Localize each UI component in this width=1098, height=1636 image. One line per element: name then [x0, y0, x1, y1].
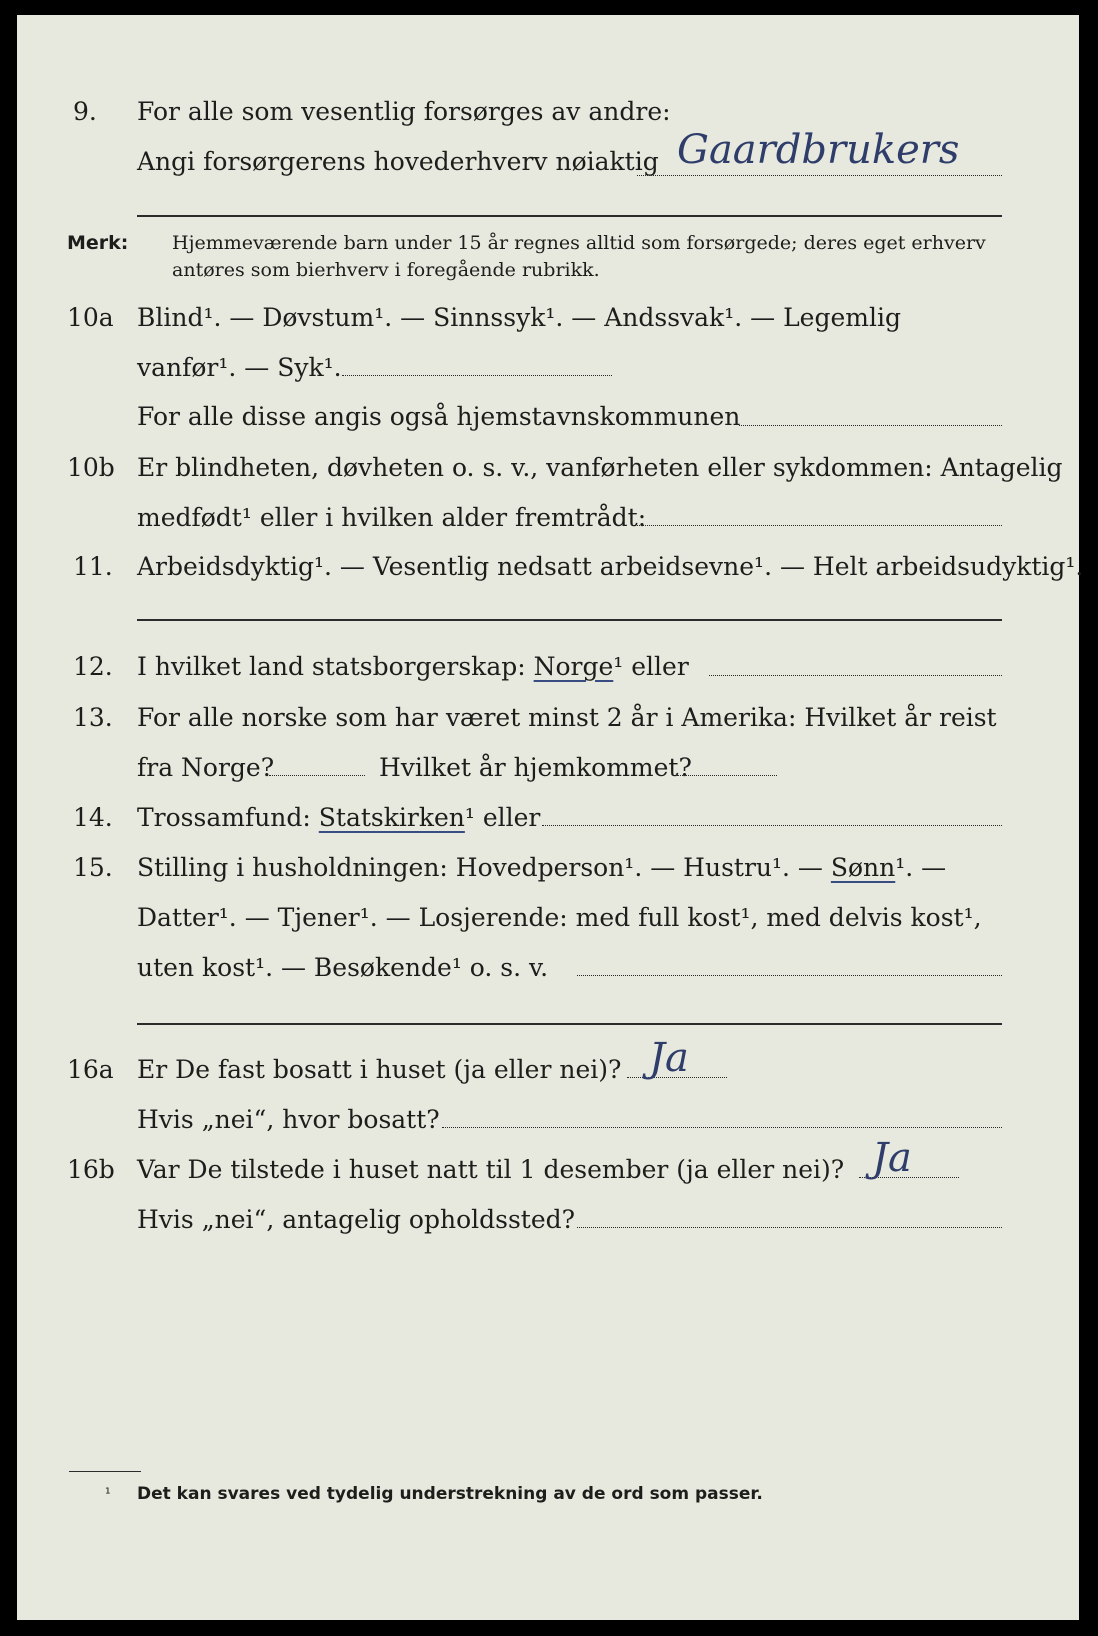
divider: [137, 215, 1002, 217]
q15-answer-line: [577, 975, 1002, 976]
q10b-question-2: medfødt¹ eller i hvilken alder fremtrådt:: [137, 503, 647, 532]
q12-post: ¹ eller: [613, 652, 689, 681]
q10b-question: Er blindheten, døvheten o. s. v., vanførheten eller sykdommen: Antagelig: [137, 453, 1063, 482]
q14-number: 14.: [73, 803, 113, 832]
q9-question-2: Angi forsørgerens hovederhverv nøiaktig: [137, 147, 659, 176]
q15-question-3: uten kost¹. — Besøkende¹ o. s. v.: [137, 953, 549, 982]
q16a-question: Er De fast bosatt i huset (ja eller nei)?: [137, 1055, 622, 1084]
q16a-bosatt-line: [442, 1127, 1002, 1128]
q16b-opholdssted-line: [577, 1227, 1002, 1228]
q16a-question-2: Hvis „nei“, hvor bosatt?: [137, 1105, 440, 1134]
q15-question-2: Datter¹. — Tjener¹. — Losjerende: med full kost¹, med delvis kost¹,: [137, 903, 982, 932]
q16a-number: 16a: [67, 1055, 114, 1084]
merk-label: Merk:: [67, 232, 129, 254]
q16b-question-2: Hvis „nei“, antagelig opholdssted?: [137, 1205, 576, 1234]
footnote-mark: ¹: [105, 1486, 111, 1502]
q13-hjemkommet-line: [677, 775, 777, 776]
q11-question: Arbeidsdyktig¹. — Vesentlig nedsatt arbeidsevne¹. — Helt arbeidsudyktig¹.: [137, 552, 1084, 581]
q14-answer-line: [542, 825, 1002, 826]
q12-norge-underlined: Norge: [533, 652, 614, 681]
divider: [137, 1023, 1002, 1025]
q10b-number: 10b: [67, 453, 115, 482]
footnote-rule: [69, 1471, 141, 1472]
q16b-question: Var De tilstede i huset natt til 1 desember (ja eller nei)?: [137, 1155, 845, 1184]
q15-post: ¹. —: [895, 853, 947, 882]
q12-answer-line: [709, 675, 1002, 676]
q9-question: For alle som vesentlig forsørges av andre:: [137, 97, 671, 126]
q14-pre: Trossamfund:: [137, 803, 311, 832]
q15-pre: Stilling i husholdningen: Hovedperson¹. — Hustru¹. —: [137, 853, 823, 882]
q14-question: [137, 803, 540, 833]
q9-answer-line: [637, 175, 1002, 176]
q10a-question: Blind¹. — Døvstum¹. — Sinnssyk¹. — Andssvak¹. — Legemlig: [137, 303, 901, 332]
q13-reist: fra Norge?: [137, 753, 275, 782]
q16b-handwritten-answer: Ja: [872, 1135, 912, 1181]
q14-post: ¹ eller: [464, 803, 541, 832]
q16b-number: 16b: [67, 1155, 115, 1184]
q10a-syk-line: [342, 375, 612, 376]
q10a-question-3: For alle disse angis også hjemstavnskommunen: [137, 402, 741, 431]
q9-handwritten-answer: Gaardbrukers: [677, 127, 960, 173]
q14-statskirken-underlined: Statskirken: [318, 803, 465, 832]
q16a-handwritten-answer: Ja: [649, 1035, 689, 1081]
q13-reist-line: [269, 775, 365, 776]
merk-text: Hjemmeværende barn under 15 år regnes alltid som forsørgede; deres eget erhverv: [172, 232, 986, 254]
merk-text-2: antøres som bierhverv i foregående rubrikk.: [172, 259, 600, 281]
q10a-question-2: vanfør¹. — Syk¹.: [137, 353, 342, 382]
q10b-answer-line: [637, 525, 1002, 526]
q12-question: [137, 652, 689, 682]
divider: [137, 619, 1002, 621]
q15-number: 15.: [73, 853, 113, 882]
census-form-page: [17, 15, 1084, 1620]
q15-question: [137, 853, 946, 883]
q13-hjemkommet: Hvilket år hjemkommet?: [379, 753, 692, 782]
q11-number: 11.: [73, 552, 113, 581]
q15-sonn-underlined: Sønn: [830, 853, 896, 882]
footnote-text: Det kan svares ved tydelig understrekning av de ord som passer.: [137, 1484, 763, 1504]
q9-number: 9.: [73, 97, 97, 126]
q12-pre: I hvilket land statsborgerskap:: [137, 652, 526, 681]
q13-number: 13.: [73, 703, 113, 732]
q10a-number: 10a: [67, 303, 114, 332]
q10a-kommune-line: [739, 425, 1002, 426]
q13-question: For alle norske som har været minst 2 år i Amerika: Hvilket år reist: [137, 703, 997, 732]
q12-number: 12.: [73, 652, 113, 681]
